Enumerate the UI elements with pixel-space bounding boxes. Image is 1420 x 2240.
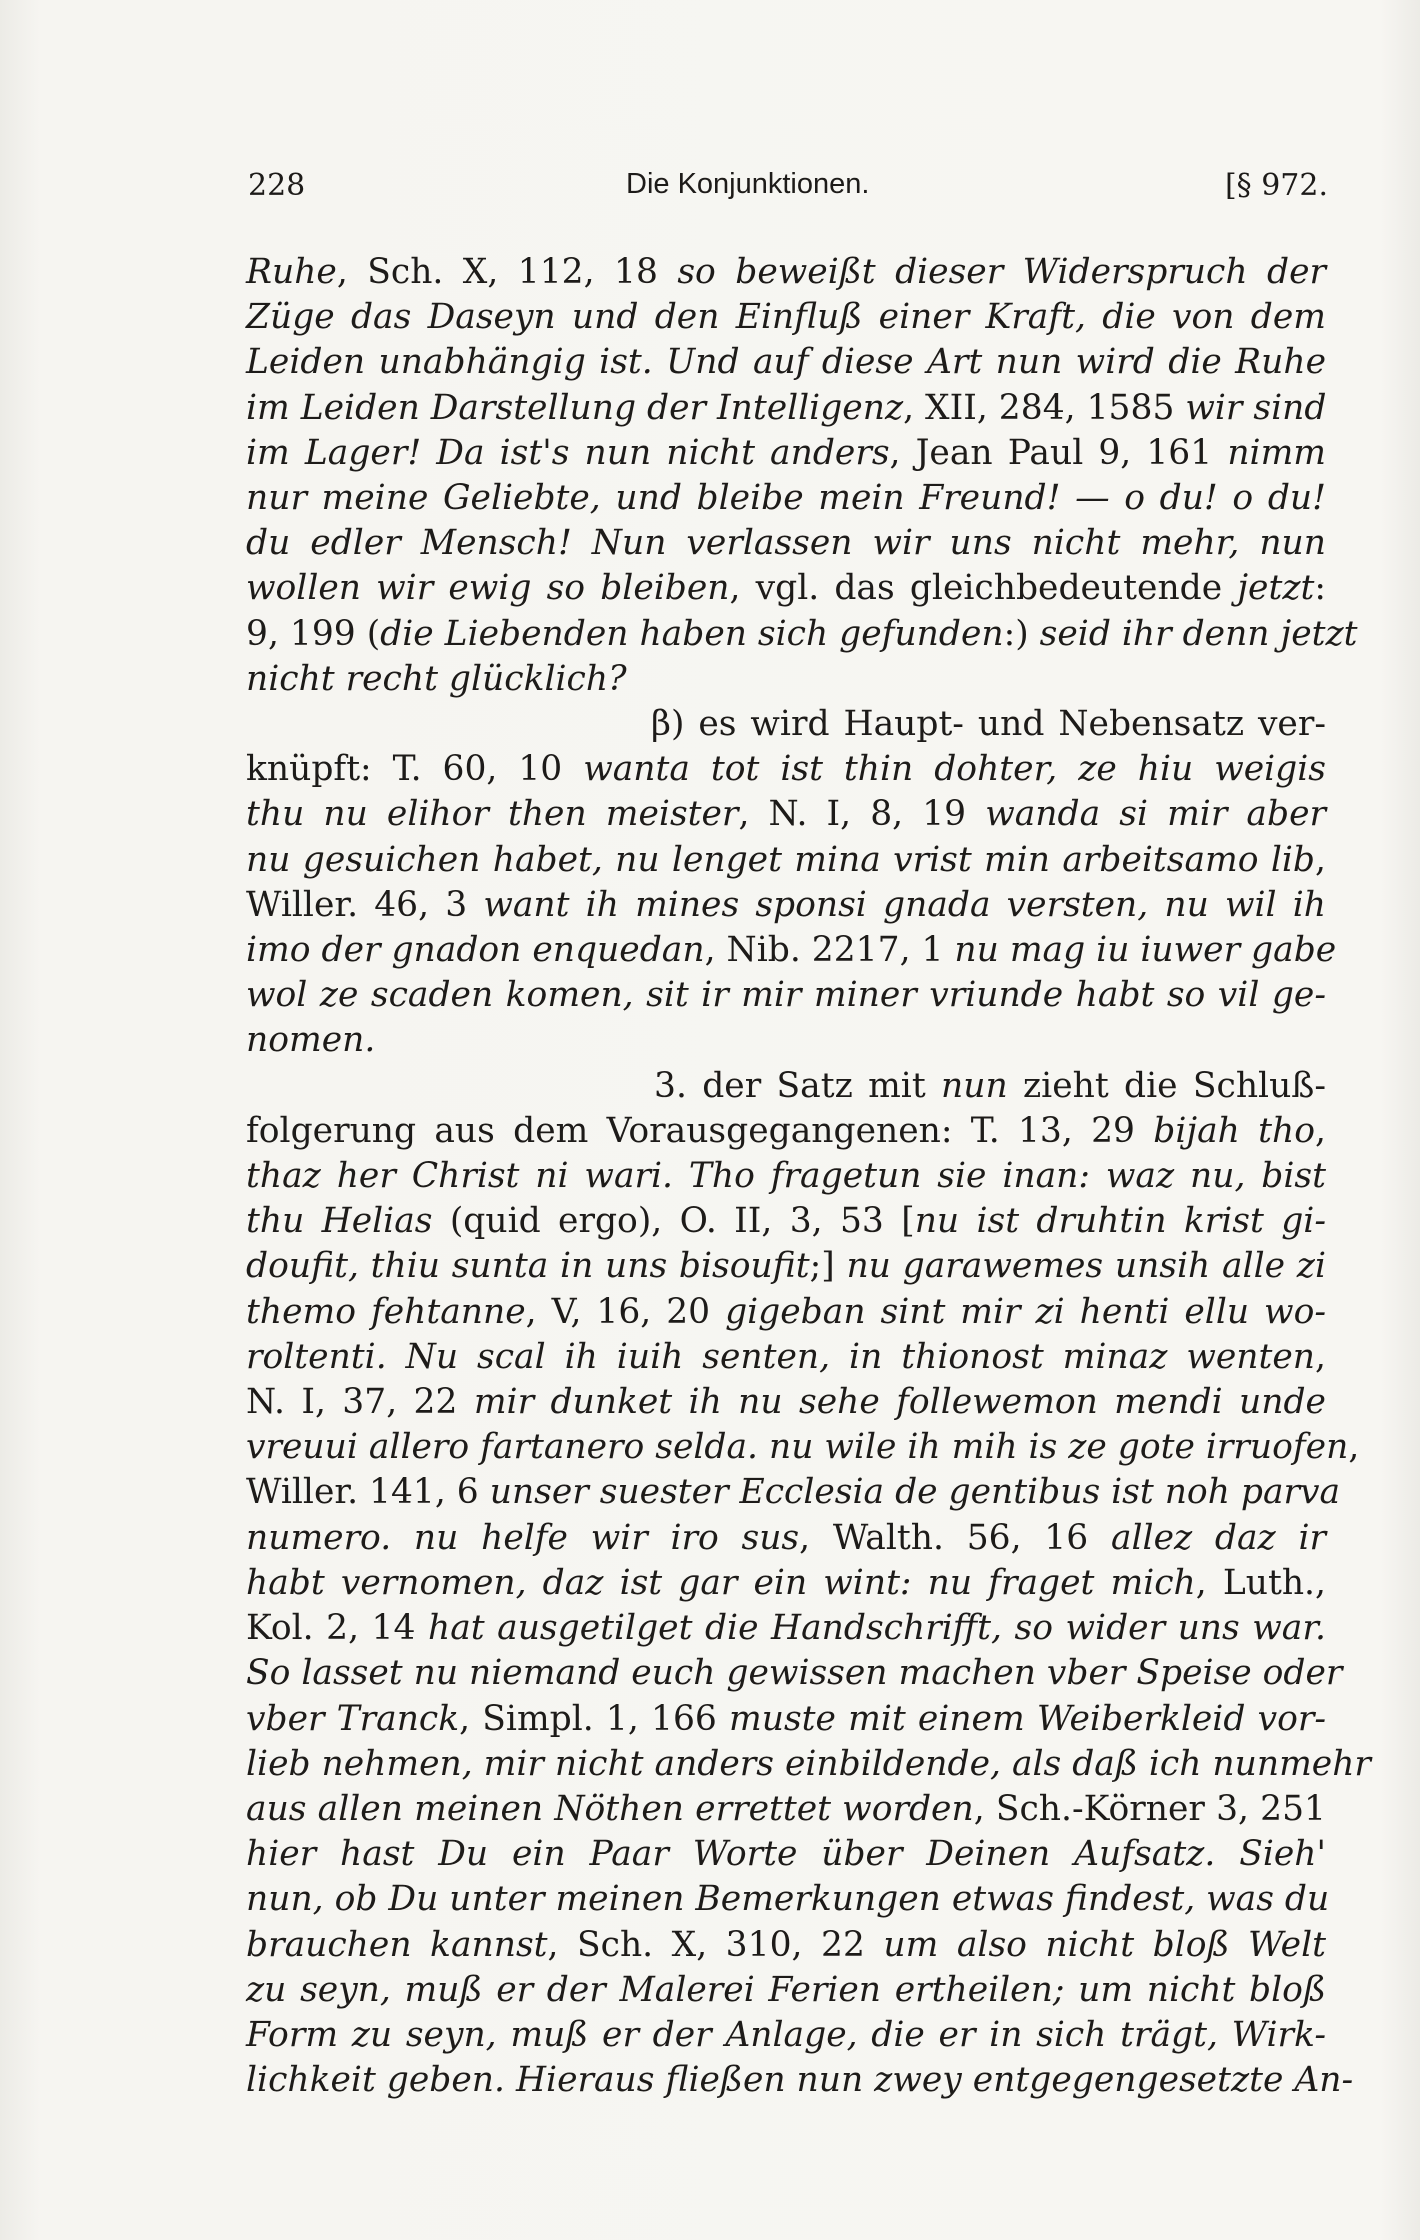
text-line: wol ze scaden komen, sit ir mir miner vriunde habt so vil ge- bbox=[246, 975, 1326, 1016]
text-line: wollen wir ewig so bleiben, vgl. das gleichbedeutende jetzt: bbox=[246, 568, 1326, 609]
text-line: roltenti. Nu scal ih iuih senten, in thionost minaz wenten, bbox=[246, 1336, 1326, 1377]
text-line: Züge das Daseyn und den Einfluß einer Kraft, die von dem bbox=[246, 297, 1326, 338]
text-line: knüpft: T. 60, 10 wanta tot ist thin dohter, ze hiu weigis bbox=[246, 749, 1326, 790]
text-line: vreuui allero fartanero selda. nu wile ih mih is ze gote irruofen, bbox=[246, 1427, 1360, 1468]
text-line: doufit, thiu sunta in uns bisoufit;] nu garawemes unsih alle zi bbox=[246, 1246, 1326, 1287]
text-line: So lasset nu niemand euch gewissen machen vber Speise oder bbox=[246, 1653, 1343, 1694]
text-line: habt vernomen, daz ist gar ein wint: nu fraget mich, Luth., bbox=[246, 1562, 1326, 1603]
text-line: Willer. 141, 6 unser suester Ecclesia de gentibus ist noh parva bbox=[246, 1472, 1341, 1513]
text-line: β) es wird Haupt- und Nebensatz ver- bbox=[651, 704, 1326, 745]
text-line: themo fehtanne, V, 16, 20 gigeban sint mir zi henti ellu wo- bbox=[246, 1291, 1326, 1332]
text-line: zu seyn, muß er der Malerei Ferien ertheilen; um nicht bloß bbox=[246, 1969, 1326, 2010]
text-line: nu gesuichen habet, nu lenget mina vrist min arbeitsamo lib, bbox=[246, 839, 1326, 880]
text-line: im Lager! Da ist's nun nicht anders, Jean Paul 9, 161 nimm bbox=[246, 432, 1326, 473]
text-line: 3. der Satz mit nun zieht die Schluß- bbox=[654, 1065, 1326, 1106]
text-line: lichkeit geben. Hieraus fließen nun zwey entgegengesetzte An- bbox=[246, 2060, 1354, 2101]
text-line: nun, ob Du unter meinen Bemerkungen etwas findest, was du bbox=[246, 1879, 1330, 1920]
text-line: thu Helias (quid ergo), O. II, 3, 53 [nu ist druhtin krist gi- bbox=[246, 1201, 1326, 1242]
text-line: Willer. 46, 3 want ih mines sponsi gnada versten, nu wil ih bbox=[246, 884, 1326, 925]
running-header bbox=[248, 168, 1328, 212]
text-line: vber Tranck, Simpl. 1, 166 muste mit einem Weiberkleid vor- bbox=[246, 1698, 1326, 1739]
text-line: thaz her Christ ni wari. Tho fragetun sie inan: waz nu, bist bbox=[246, 1156, 1326, 1197]
text-line: folgerung aus dem Vorausgegangenen: T. 13, 29 bijah tho, bbox=[246, 1110, 1326, 1151]
text-line: brauchen kannst, Sch. X, 310, 22 um also nicht bloß Welt bbox=[246, 1924, 1326, 1965]
text-line: imo der gnadon enquedan, Nib. 2217, 1 nu mag iu iuwer gabe bbox=[246, 930, 1337, 971]
text-line: Leiden unabhängig ist. Und auf diese Art nun wird die Ruhe bbox=[246, 342, 1326, 383]
text-line: N. I, 37, 22 mir dunket ih nu sehe follewemon mendi unde bbox=[246, 1382, 1326, 1423]
page-number: 228 bbox=[248, 168, 306, 203]
text-line: Form zu seyn, muß er der Anlage, die er in sich trägt, Wirk- bbox=[246, 2014, 1326, 2055]
text-line: nicht recht glücklich? bbox=[246, 658, 627, 699]
page-body-text bbox=[246, 250, 1371, 2103]
text-line: im Leiden Darstellung der Intelligenz, XII, 284, 1585 wir sind bbox=[246, 387, 1327, 428]
text-line: Ruhe, Sch. X, 112, 18 so beweißt dieser Widerspruch der bbox=[246, 252, 1326, 292]
text-line: nur meine Geliebte, und bleibe mein Freund! — o du! o du! bbox=[246, 478, 1326, 519]
text-line: thu nu elihor then meister, N. I, 8, 19 wanda si mir aber bbox=[246, 794, 1326, 835]
section-reference: [§ 972. bbox=[1224, 168, 1328, 203]
text-line: Kol. 2, 14 hat ausgetilget die Handschrifft, so wider uns war. bbox=[246, 1608, 1326, 1649]
text-line: lieb nehmen, mir nicht anders einbildende, als daß ich nunmehr bbox=[246, 1743, 1371, 1784]
text-line: hier hast Du ein Paar Worte über Deinen Aufsatz. Sieh' bbox=[246, 1834, 1326, 1875]
text-line: nomen. bbox=[246, 1020, 376, 1061]
text-line: 9, 199 (die Liebenden haben sich gefunden:) seid ihr denn jetzt bbox=[246, 613, 1358, 654]
text-line: du edler Mensch! Nun verlassen wir uns nicht mehr, nun bbox=[246, 523, 1326, 564]
text-line: aus allen meinen Nöthen errettet worden, Sch.-Körner 3, 251 bbox=[246, 1788, 1327, 1829]
running-title: Die Konjunktionen. bbox=[626, 168, 870, 200]
text-line: numero. nu helfe wir iro sus, Walth. 56, 16 allez daz ir bbox=[246, 1517, 1326, 1558]
